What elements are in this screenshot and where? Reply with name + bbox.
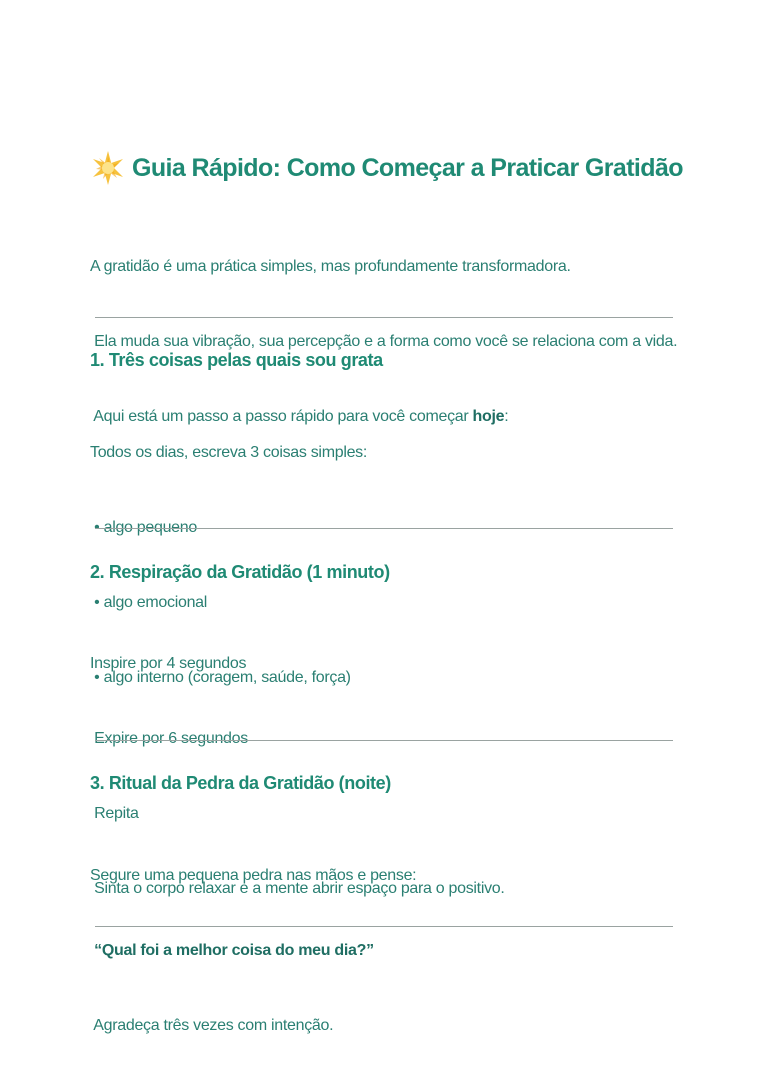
page-title-text: Guia Rápido: Como Começar a Praticar Gratidão	[132, 153, 683, 182]
divider-3	[95, 740, 673, 741]
section-3-body	[90, 813, 416, 1088]
section-3-line: Agradeça três vezes com intenção.	[90, 1017, 334, 1034]
glowing-star-icon	[90, 150, 126, 186]
section-1-bullet: • algo interno (coragem, saúde, força)	[90, 669, 351, 686]
intro-line-3-prefix: Aqui está um passo a passo rápido para você começar	[90, 408, 473, 425]
divider-1	[95, 317, 673, 318]
section-3-quote: “Qual foi a melhor coisa do meu dia?”	[90, 942, 374, 959]
intro-emphasis: hoje	[472, 408, 505, 425]
section-2-line: Repita	[90, 805, 139, 822]
divider-4	[95, 926, 673, 927]
section-1-line: Todos os dias, escreva 3 coisas simples:	[90, 444, 368, 461]
section-3-line: Segure uma pequena pedra nas mãos e pense:	[90, 867, 417, 884]
page-title	[90, 150, 683, 186]
section-2-line: Sinta o corpo relaxar e a mente abrir espaço para o positivo.	[90, 880, 505, 897]
divider-2	[95, 528, 673, 529]
section-1-bullet: • algo emocional	[90, 594, 208, 611]
section-2-line: Inspire por 4 segundos	[90, 655, 247, 672]
section-1-bullet: • algo pequeno	[90, 519, 197, 536]
section-2-line: Expire por 6 segundos	[90, 730, 248, 747]
intro-line-2: Ela muda sua vibração, sua percepção e a forma como você se relaciona com a vida.	[90, 333, 678, 350]
intro-line-1: A gratidão é uma prática simples, mas profundamente transformadora.	[90, 258, 571, 275]
section-2-title: 2. Respiração da Gratidão (1 minuto)	[90, 562, 390, 582]
section-3-title: 3. Ritual da Pedra da Gratidão (noite)	[90, 773, 391, 793]
intro-line-3-suffix: :	[504, 408, 509, 425]
section-1-title: 1. Três coisas pelas quais sou grata	[90, 350, 383, 370]
